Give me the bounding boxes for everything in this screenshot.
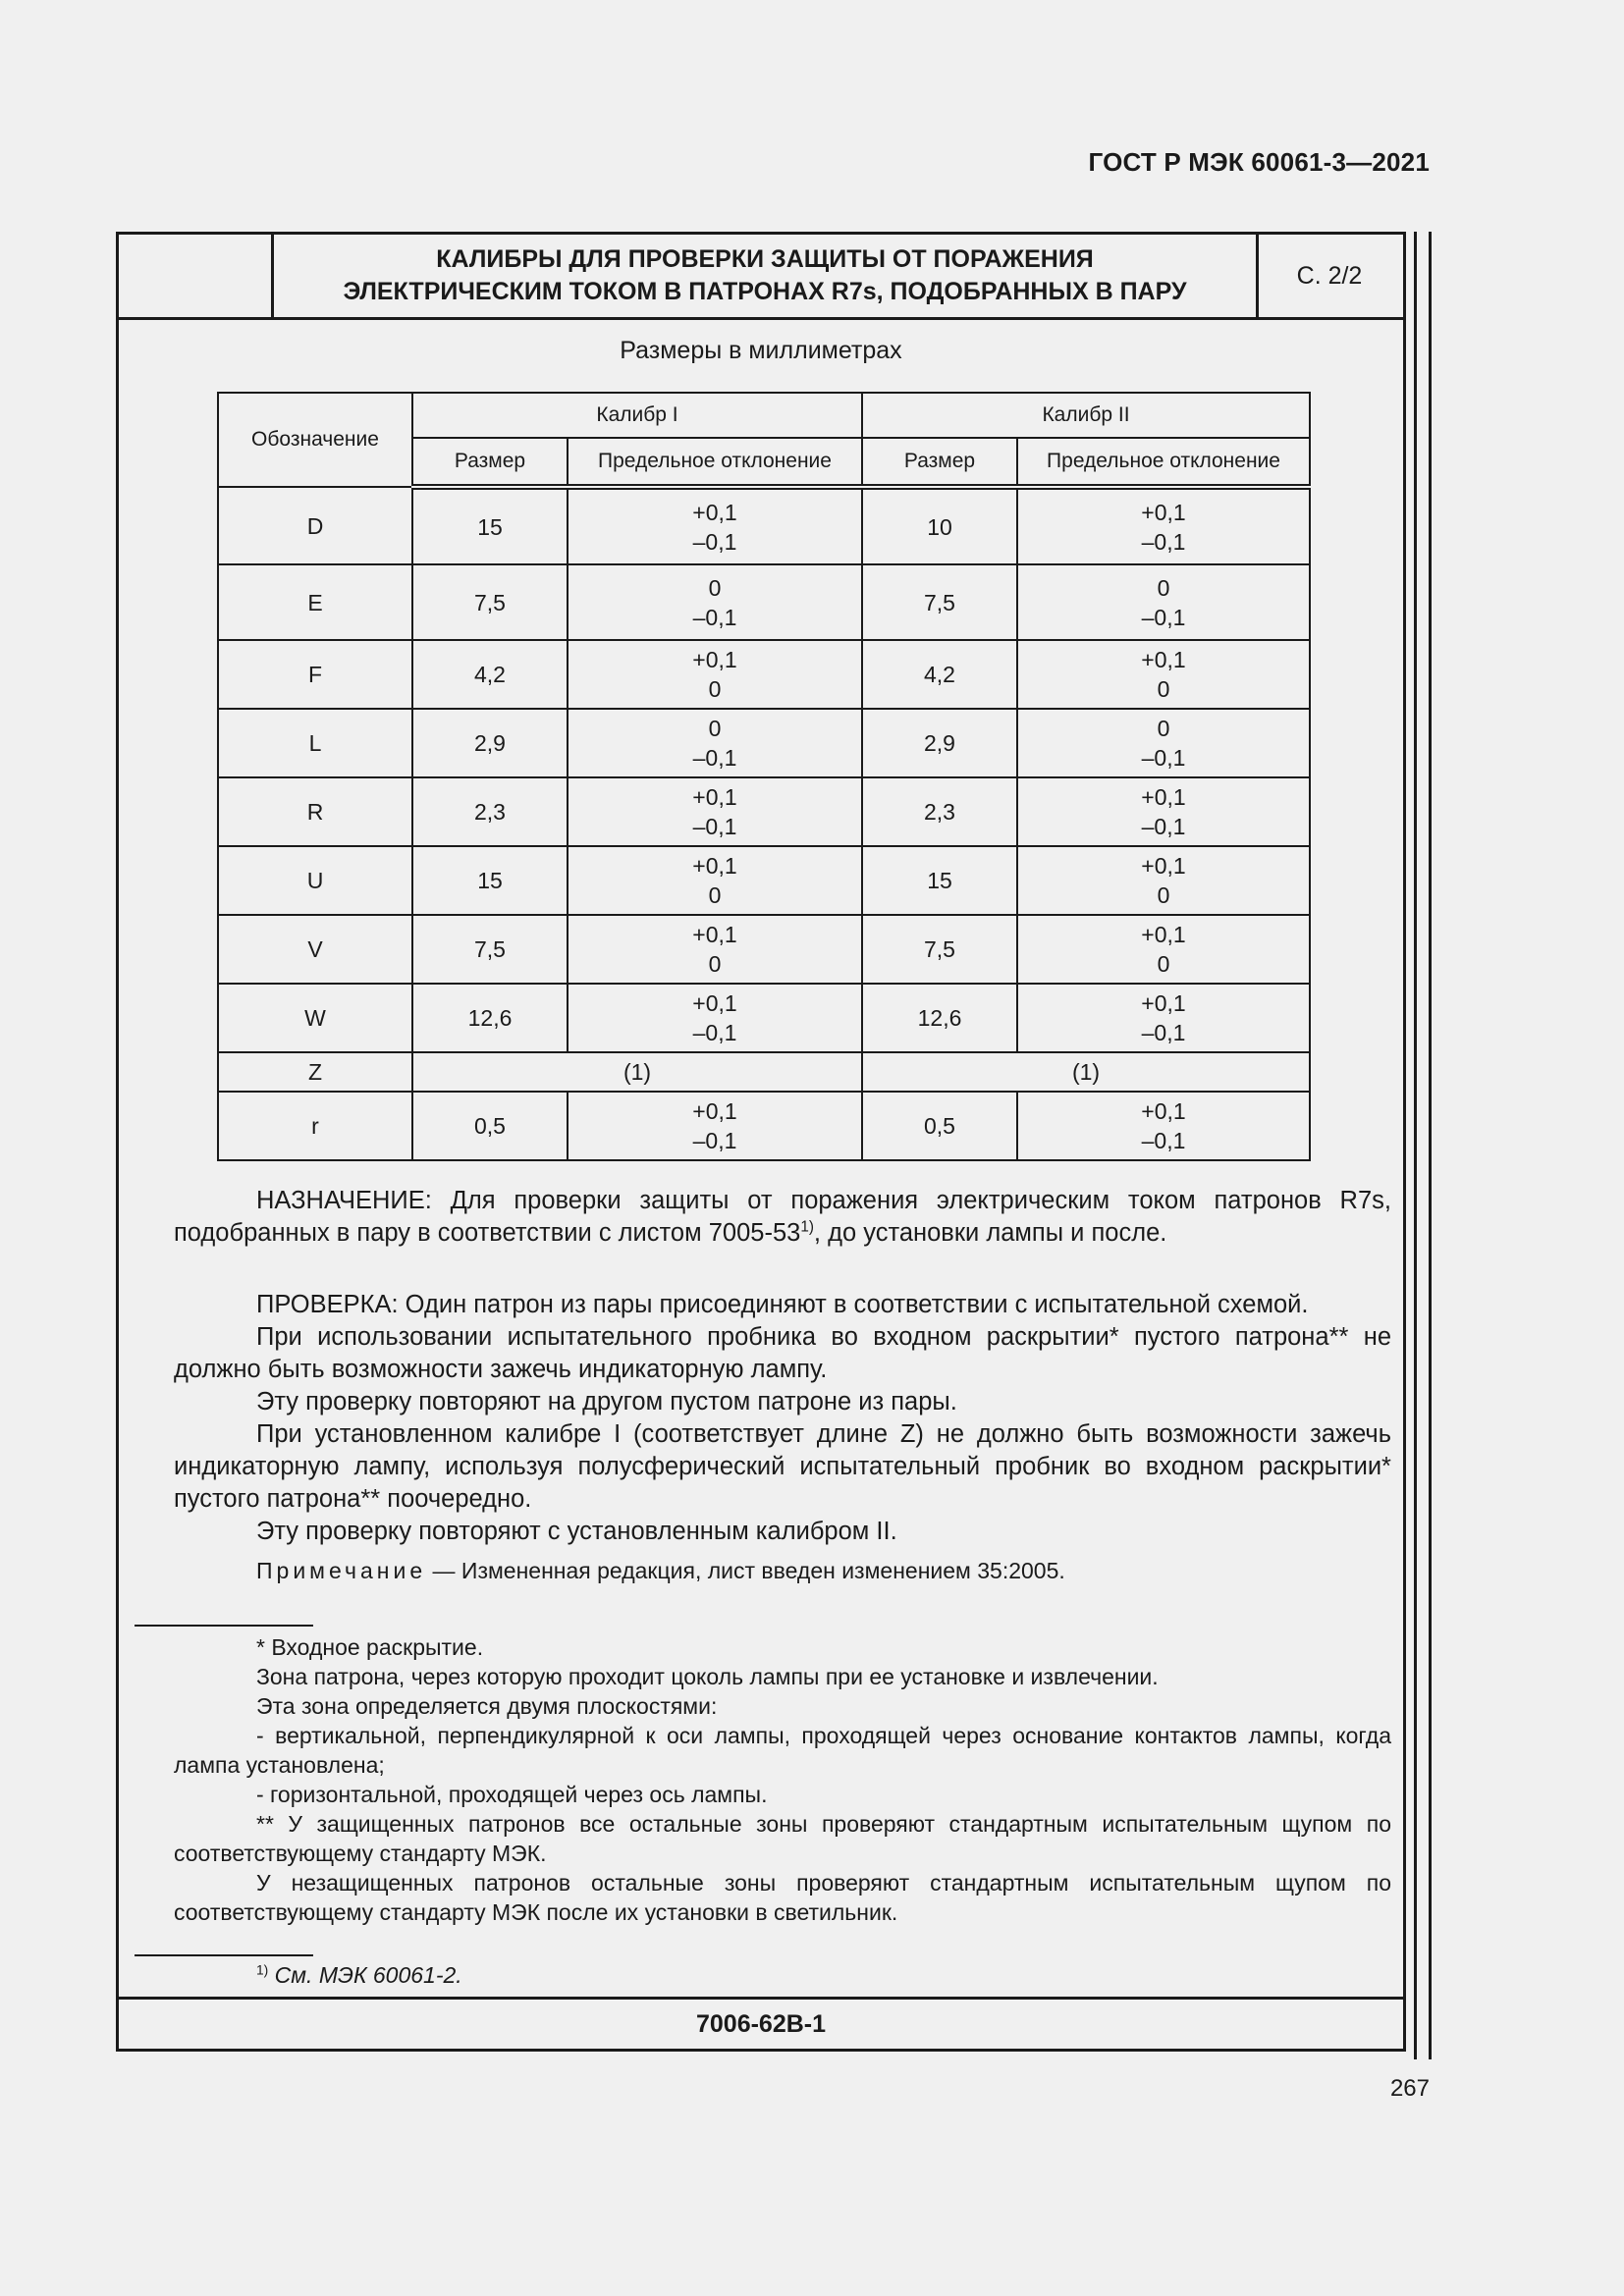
tolerance-upper: 0	[708, 574, 722, 601]
note-label: Примечание	[256, 1558, 427, 1583]
tolerance-lower: –0,1	[692, 745, 737, 771]
tolerance-lower: –0,1	[1141, 814, 1186, 839]
table-row	[218, 915, 1310, 984]
check-section	[174, 1289, 1391, 1548]
table-row	[218, 984, 1310, 1052]
cell-size-2: 4,2	[862, 640, 1017, 709]
cell-tolerance-2	[1017, 640, 1310, 709]
cell-tolerance-1	[568, 846, 862, 915]
tolerance-lower: –0,1	[692, 814, 737, 839]
check-paragraph-3: Эту проверку повторяют на другом пустом патроне из пары.	[256, 1388, 957, 1415]
cell-tolerance-1	[568, 709, 862, 777]
cell-tolerance-2	[1017, 709, 1310, 777]
cell-size-1: 12,6	[412, 984, 568, 1052]
tolerance-upper: +0,1	[692, 853, 737, 879]
cell-tolerance-1	[568, 487, 862, 564]
tolerance-upper: +0,1	[1141, 1098, 1186, 1124]
header-tolerance-2: Предельное отклонение	[1017, 438, 1310, 487]
tolerance-lower: 0	[708, 676, 722, 702]
cell-size-1: 4,2	[412, 640, 568, 709]
tolerance-lower: –0,1	[1141, 604, 1186, 630]
footnote-separator	[135, 1625, 313, 1627]
footnote-separator-2	[135, 1954, 313, 1956]
header-designation: Обозначение	[218, 393, 412, 487]
tolerance-upper: +0,1	[692, 784, 737, 810]
footnote-3: Эта зона определяется двумя плоскостями:	[256, 1693, 718, 1719]
tolerance-lower: –0,1	[692, 1020, 737, 1045]
tolerance-upper: +0,1	[1141, 499, 1186, 525]
cell-gauge-2-value: (1)	[862, 1052, 1310, 1092]
table-row	[218, 846, 1310, 915]
cell-size-2: 2,9	[862, 709, 1017, 777]
sheet-title-line1: КАЛИБРЫ ДЛЯ ПРОВЕРКИ ЗАЩИТЫ ОТ ПОРАЖЕНИЯ	[436, 245, 1094, 273]
purpose-text-end: , до установки лампы и после.	[813, 1219, 1167, 1247]
cell-size-2: 12,6	[862, 984, 1017, 1052]
cell-designation: W	[218, 984, 412, 1052]
sheet-frame	[116, 232, 1406, 2052]
tolerance-upper: +0,1	[1141, 990, 1186, 1016]
cell-designation: E	[218, 564, 412, 640]
footnote-1: * Входное раскрытие.	[256, 1634, 484, 1660]
cell-size-1: 7,5	[412, 915, 568, 984]
tolerance-upper: 0	[708, 716, 722, 741]
note-text: — Измененная редакция, лист введен изменением 35:2005.	[426, 1558, 1065, 1583]
sheet-number: С. 2/2	[1296, 261, 1363, 290]
reference-footnote	[256, 1962, 462, 1989]
tolerance-upper: +0,1	[692, 1098, 737, 1124]
cell-tolerance-1	[568, 1092, 862, 1160]
cell-size-1: 0,5	[412, 1092, 568, 1160]
tolerance-lower: –0,1	[1141, 528, 1186, 555]
tolerance-lower: –0,1	[1141, 745, 1186, 771]
reference-footnote-mark: 1)	[256, 1962, 269, 1978]
tolerance-upper: +0,1	[692, 647, 737, 672]
cell-size-1: 7,5	[412, 564, 568, 640]
check-paragraph-2: При использовании испытательного пробника во входном раскрытии* пустого патрона** не должно быть возможности зажечь индикаторную лампу.	[174, 1323, 1391, 1383]
tolerance-lower: –0,1	[1141, 1020, 1186, 1045]
cell-tolerance-1	[568, 915, 862, 984]
table-row	[218, 487, 1310, 564]
cell-size-1: 2,3	[412, 777, 568, 846]
table-row	[218, 777, 1310, 846]
footnote-5: - горизонтальной, проходящей через ось лампы.	[256, 1782, 768, 1807]
cell-designation: L	[218, 709, 412, 777]
tolerance-lower: 0	[1157, 951, 1170, 977]
tolerance-upper: +0,1	[1141, 784, 1186, 810]
footnote-6: ** У защищенных патронов все остальные зоны проверяют стандартным испытательным щупом по соответствующему стандарту МЭК.	[174, 1811, 1391, 1866]
cell-designation: V	[218, 915, 412, 984]
header-gauge-1: Калибр I	[412, 393, 862, 438]
footnotes	[174, 1632, 1391, 1927]
cell-tolerance-2	[1017, 984, 1310, 1052]
cell-designation: R	[218, 777, 412, 846]
cell-tolerance-1	[568, 640, 862, 709]
tolerance-upper: +0,1	[692, 990, 737, 1016]
tolerance-upper: 0	[1157, 574, 1170, 601]
table-row-z	[218, 1052, 1310, 1092]
header-tolerance-1: Предельное отклонение	[568, 438, 862, 487]
cell-size-2: 2,3	[862, 777, 1017, 846]
header-gauge-2: Калибр II	[862, 393, 1310, 438]
purpose-paragraph	[174, 1185, 1391, 1250]
title-block-empty-cell	[119, 235, 274, 317]
cell-size-2: 0,5	[862, 1092, 1017, 1160]
table-row	[218, 709, 1310, 777]
footnote-7: У незащищенных патронов остальные зоны проверяют стандартным испытательным щупом по соответствующему стандарту МЭК после их установки в светильник.	[174, 1870, 1391, 1925]
cell-designation: Z	[218, 1052, 412, 1092]
tolerance-lower: 0	[1157, 676, 1170, 702]
note	[256, 1558, 1065, 1584]
header-size-2: Размер	[862, 438, 1017, 487]
cell-size-2: 7,5	[862, 915, 1017, 984]
tolerance-upper: +0,1	[1141, 922, 1186, 947]
cell-tolerance-2	[1017, 1092, 1310, 1160]
tolerance-lower: –0,1	[692, 528, 737, 555]
check-paragraph-5: Эту проверку повторяют с установленным калибром II.	[256, 1518, 897, 1545]
cell-tolerance-2	[1017, 915, 1310, 984]
cell-size-1: 2,9	[412, 709, 568, 777]
header-size-1: Размер	[412, 438, 568, 487]
document-code: ГОСТ Р МЭК 60061-3—2021	[1088, 147, 1430, 177]
purpose-text: НАЗНАЧЕНИЕ: Для проверки защиты от поражения электрическим током патронов R7s, подобранных в пару в соответствии с листом 7005-53	[174, 1187, 1391, 1247]
cell-designation: U	[218, 846, 412, 915]
tolerance-upper: 0	[1157, 716, 1170, 741]
sheet-code: 7006-62B-1	[119, 1997, 1403, 2049]
page-number: 267	[1389, 2075, 1430, 2102]
table-row-r	[218, 1092, 1310, 1160]
footnote-2: Зона патрона, через которую проходит цоколь лампы при ее установке и извлечении.	[256, 1664, 1159, 1689]
units-caption: Размеры в миллиметрах	[620, 337, 902, 364]
frame-side-lines	[1414, 232, 1432, 2059]
cell-designation: r	[218, 1092, 412, 1160]
check-paragraph-1: ПРОВЕРКА: Один патрон из пары присоединяют в соответствии с испытательной схемой.	[256, 1291, 1309, 1318]
cell-size-1: 15	[412, 846, 568, 915]
tolerance-upper: +0,1	[1141, 647, 1186, 672]
tolerance-lower: 0	[708, 882, 722, 908]
cell-tolerance-1	[568, 777, 862, 846]
cell-designation: F	[218, 640, 412, 709]
cell-size-1: 15	[412, 487, 568, 564]
table-row	[218, 640, 1310, 709]
cell-size-2: 7,5	[862, 564, 1017, 640]
cell-designation: D	[218, 487, 412, 564]
cell-tolerance-2	[1017, 487, 1310, 564]
tolerance-upper: +0,1	[692, 922, 737, 947]
dimensions-table	[217, 392, 1311, 1161]
cell-gauge-1-value: (1)	[412, 1052, 862, 1092]
tolerance-upper: +0,1	[1141, 853, 1186, 879]
reference-footnote-text: См. МЭК 60061-2.	[274, 1962, 462, 1988]
tolerance-upper: +0,1	[692, 499, 737, 525]
title-block	[119, 235, 1403, 320]
sheet-title	[274, 235, 1259, 317]
footnote-4: - вертикальной, перпендикулярной к оси лампы, проходящей через основание контактов лампы, когда лампа установлена;	[174, 1723, 1391, 1778]
tolerance-lower: –0,1	[692, 604, 737, 630]
cell-tolerance-1	[568, 984, 862, 1052]
cell-size-2: 15	[862, 846, 1017, 915]
tolerance-lower: 0	[708, 951, 722, 977]
footnote-ref-1: 1)	[800, 1218, 814, 1236]
cell-tolerance-2	[1017, 846, 1310, 915]
tolerance-lower: 0	[1157, 882, 1170, 908]
sheet-title-line2: ЭЛЕКТРИЧЕСКИМ ТОКОМ В ПАТРОНАХ R7s, ПОДОБРАННЫХ В ПАРУ	[343, 278, 1187, 305]
table-row	[218, 564, 1310, 640]
check-paragraph-4: При установленном калибре I (соответствует длине Z) не должно быть возможности зажечь индикаторную лампу, используя полусферический испытательный пробник во входном раскрытии* пустого патрона** поочередно.	[174, 1420, 1391, 1513]
cell-tolerance-2	[1017, 564, 1310, 640]
cell-tolerance-1	[568, 564, 862, 640]
cell-tolerance-2	[1017, 777, 1310, 846]
tolerance-lower: –0,1	[692, 1128, 737, 1153]
cell-size-2: 10	[862, 487, 1017, 564]
tolerance-lower: –0,1	[1141, 1128, 1186, 1153]
